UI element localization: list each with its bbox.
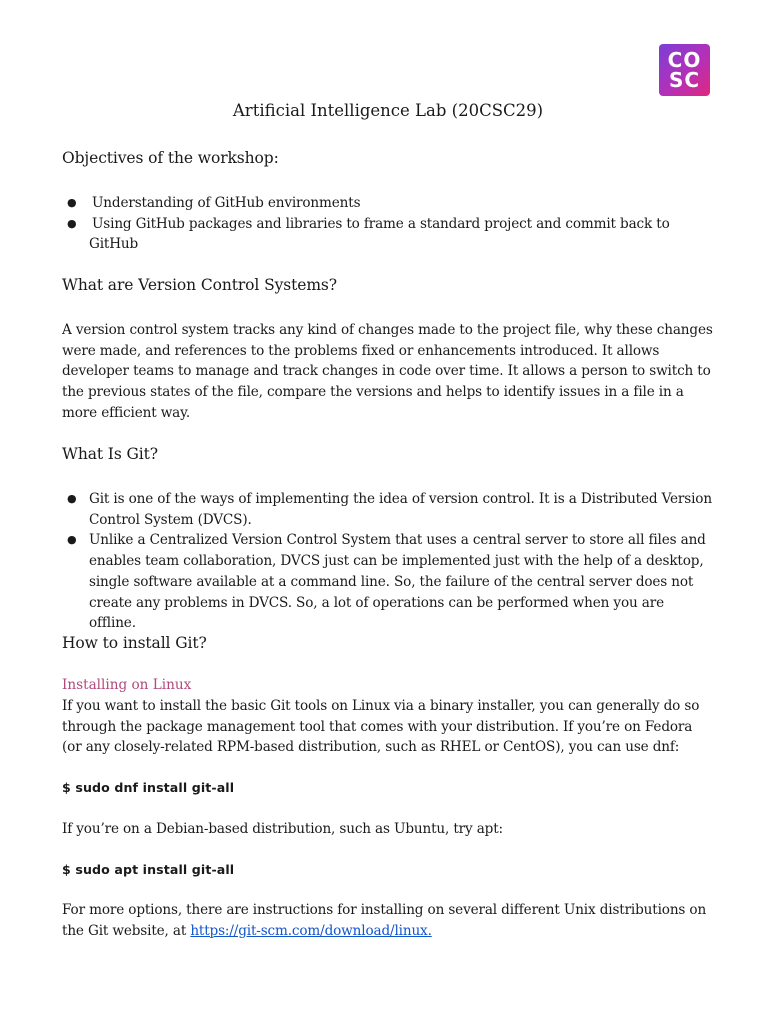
cosc-logo	[659, 44, 710, 96]
objective-text: Understanding of GitHub environments	[92, 195, 361, 211]
debian-paragraph: If you’re on a Debian-based distribution, such as Ubuntu, try apt:	[62, 821, 503, 837]
list-item: ● Unlike a Centralized Version Control System that uses a central server to store all files and enables team collaboration, DVCS just can be implemented just with the help of a desktop, single software available at a command line. So, the failure of the central server does not create any problems in DVCS. So, a lot of operations can be performed when you are offline.	[67, 532, 706, 632]
git-point-text: Unlike a Centralized Version Control System that uses a central server to store all files and enables team collaboration, DVCS just can be implemented just with the help of a desktop, single software available at a command line. So, the failure of the central server does not create any problems in DVCS. So, a lot of operations can be performed when you are offline.	[89, 532, 706, 632]
logo-line-1: CO	[667, 48, 702, 72]
linux-intro-paragraph: If you want to install the basic Git tools on Linux via a binary installer, you can generally do so through the package management tool that comes with your distribution. If you’re on Fedora (or any closely-related RPM-based distribution, such as RHEL or CentOS), you can use dnf:	[62, 698, 700, 756]
install-heading: How to install Git?	[62, 634, 207, 652]
objectives-heading: Objectives of the workshop:	[62, 149, 279, 167]
logo-line-2: SC	[668, 68, 701, 92]
objectives-list	[62, 193, 714, 255]
apt-command: $ sudo apt install git-all	[62, 862, 235, 877]
list-item: ● Using GitHub packages and libraries to frame a standard project and commit back to GitHub	[67, 215, 670, 253]
page-title: Artificial Intelligence Lab (20CSC29)	[232, 101, 544, 120]
objective-text: Using GitHub packages and libraries to frame a standard project and commit back to GitHub	[89, 215, 670, 253]
vcs-heading: What are Version Control Systems?	[62, 276, 337, 294]
more-options-text: For more options, there are instructions for installing on several different Unix distributions on the Git website, at	[62, 902, 707, 939]
list-item: ● Understanding of GitHub environments	[67, 195, 361, 211]
dnf-command: $ sudo dnf install git-all	[62, 780, 235, 795]
linux-subheading: Installing on Linux	[62, 677, 192, 693]
vcs-paragraph: A version control system tracks any kind of changes made to the project file, why these changes were made, and references to the problems fixed or enhancements introduced. It allows developer teams to manage and track changes in code over time. It allows a person to switch to the previous states of the file, compare the versions and helps to identify issues in a file in a more efficient way.	[62, 322, 713, 421]
list-item: ● Git is one of the ways of implementing the idea of version control. It is a Distributed Version Control System (DVCS).	[67, 491, 712, 528]
git-download-link[interactable]: https://git-scm.com/download/linux.	[190, 922, 432, 939]
git-list	[62, 489, 714, 634]
git-heading: What Is Git?	[62, 445, 158, 463]
more-options-paragraph	[62, 900, 714, 941]
git-point-text: Git is one of the ways of implementing the idea of version control. It is a Distributed Version Control System (DVCS).	[89, 491, 712, 528]
